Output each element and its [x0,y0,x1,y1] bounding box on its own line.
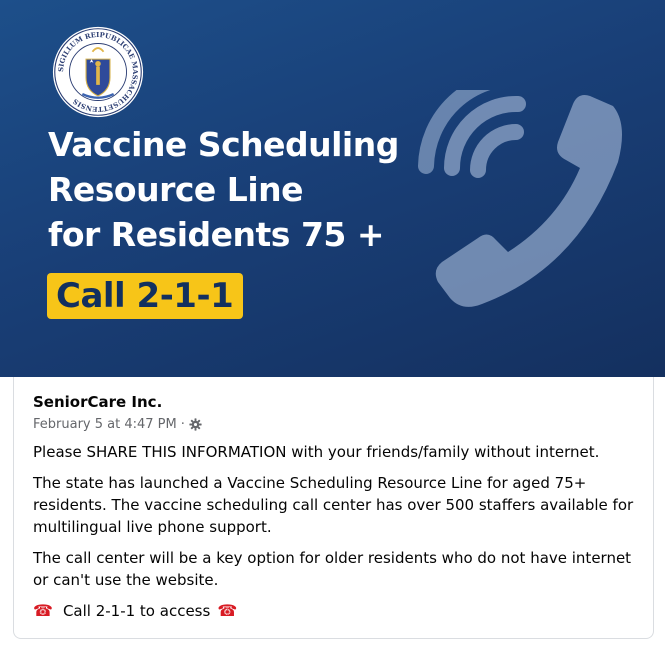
post-meta [33,417,202,432]
post-paragraph: The state has launched a Vaccine Scheduling Resource Line for aged 75+ residents. The vaccine scheduling call center has over 500 staffers available for multilingual live phone support. [33,474,634,536]
call-211-badge: Call 2-1-1 [47,273,243,319]
post-timestamp[interactable]: February 5 at 4:47 PM [33,417,177,432]
telephone-icon: ☎ [217,601,238,620]
meta-separator: · [180,417,185,432]
post-card [13,377,654,639]
gear-icon[interactable] [189,418,202,431]
phone-handset-icon [408,90,628,310]
call-access-line [33,600,643,622]
svg-text:SIGILLUM REIPUBLICAE MASSACHUS: SIGILLUM REIPUBLICAE MASSACHUSETTENSIS [56,31,139,114]
headline-line: for Residents 75 + [48,215,385,254]
post-body [33,441,643,622]
call-access-text: Call 2-1-1 to access [62,602,211,620]
page-name-link[interactable]: SeniorCare Inc. [33,393,163,411]
post-paragraph: Please SHARE THIS INFORMATION with your friends/family without internet. [33,443,600,461]
banner-headline [48,122,428,257]
headline-line: Resource Line [48,170,304,209]
post-paragraph: The call center will be a key option for older residents who do not have internet or can't use the website. [33,549,632,589]
headline-line: Vaccine Scheduling [48,125,399,164]
telephone-icon: ☎ [33,601,53,620]
massachusetts-seal-logo [52,26,144,118]
